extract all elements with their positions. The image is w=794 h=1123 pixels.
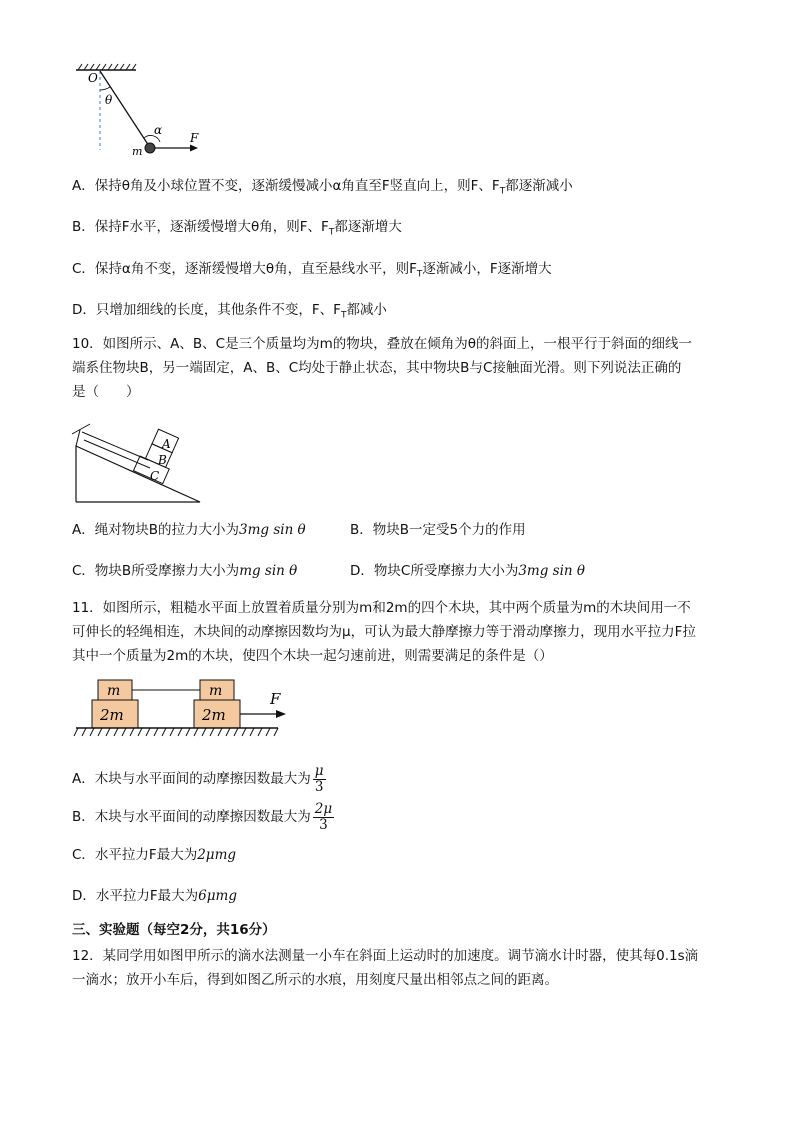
q11-option-a: A．木块与水平面间的动摩擦因数最大为 $\frac{\mu}{3}$: [72, 762, 324, 795]
label-a: A: [162, 437, 171, 451]
q11-stem-line3: 其中一个质量为2m的木块，使四个木块一起匀速前进，则需要满足的条件是（）: [72, 648, 553, 664]
q10-option-d: D．物块C所受摩擦力大小为3mg sin θ: [350, 563, 586, 579]
label-m-left: m: [107, 683, 121, 699]
q10-option-a: A．绳对物块B的拉力大小为3mg sin θ: [72, 522, 306, 538]
blocks-figure: [72, 676, 292, 742]
ball: [145, 143, 155, 153]
incline-figure: [68, 414, 208, 506]
label-theta: θ: [105, 93, 113, 107]
q11-stem-line2: 可伸长的轻绳相连，木块间的动摩擦因数均为μ，可认为最大静摩擦力等于滑动摩擦力，现用水平拉力F拉: [72, 624, 696, 640]
q10-stem-line2: 端系住物块B，另一端固定，A、B、C均处于静止状态，其中物块B与C接触面光滑。则下列说法正确的: [72, 360, 682, 376]
q12-line1: 12．某同学用如图甲所示的滴水法测量一小车在斜面上运动时的加速度。调节滴水计时器，使其每0.1s滴: [72, 948, 699, 964]
label-2m-left: 2m: [100, 706, 124, 724]
label-O: O: [88, 71, 98, 85]
q10-option-c: C．物块B所受摩擦力大小为mg sin θ: [72, 563, 298, 579]
label-m: m: [132, 145, 143, 158]
label-F: F: [190, 131, 199, 145]
q10-stem-line1: 10．如图所示、A、B、C是三个质量均为m的物块，叠放在倾角为θ的斜面上，一根平行于斜面的细线一: [72, 336, 693, 352]
q11-option-d: D．水平拉力F最大为6μmg: [72, 888, 237, 904]
string-line: [100, 71, 149, 146]
pendulum-figure: [70, 62, 220, 158]
label-2m-right: 2m: [202, 706, 226, 724]
label-alpha: α: [154, 123, 163, 137]
label-m-right: m: [209, 683, 223, 699]
label-c: C: [150, 469, 160, 483]
q11-stem-line1: 11．如图所示，粗糙水平面上放置着质量分别为m和2m的四个木块，其中两个质量为m的木块间用一不: [72, 600, 691, 616]
q9-option-a: A．保持θ角及小球位置不变，逐渐缓慢减小α角直至F竖直向上，则F、$F_T$都逐渐减小: [72, 178, 573, 197]
q9-option-c: C．保持α角不变，逐渐缓慢增大θ角，直至悬线水平，则$F_T$逐渐减小，F逐渐增大: [72, 261, 552, 280]
label-b: B: [158, 453, 167, 467]
q10-stem-line3: 是（ ）: [72, 384, 140, 400]
q12-line2: 一滴水；放开小车后，得到如图乙所示的水痕，用刻度尺量出相邻点之间的距离。: [72, 972, 558, 988]
q10-option-b: B．物块B一定受5个力的作用: [350, 522, 526, 538]
q9-option-d: D．只增加细线的长度，其他条件不变，F、$F_T$都减小: [72, 302, 387, 321]
q9-option-b: B．保持F水平，逐渐缓慢增大θ角，则F、$F_T$都逐渐增大: [72, 219, 402, 238]
label-F: F: [270, 690, 281, 708]
section-title: 三、实验题（每空2分，共16分）: [72, 922, 276, 938]
q11-option-b: B．木块与水平面间的动摩擦因数最大为 $\frac{2\mu}{3}$: [72, 800, 333, 833]
q11-option-c: C．水平拉力F最大为2μmg: [72, 847, 237, 863]
